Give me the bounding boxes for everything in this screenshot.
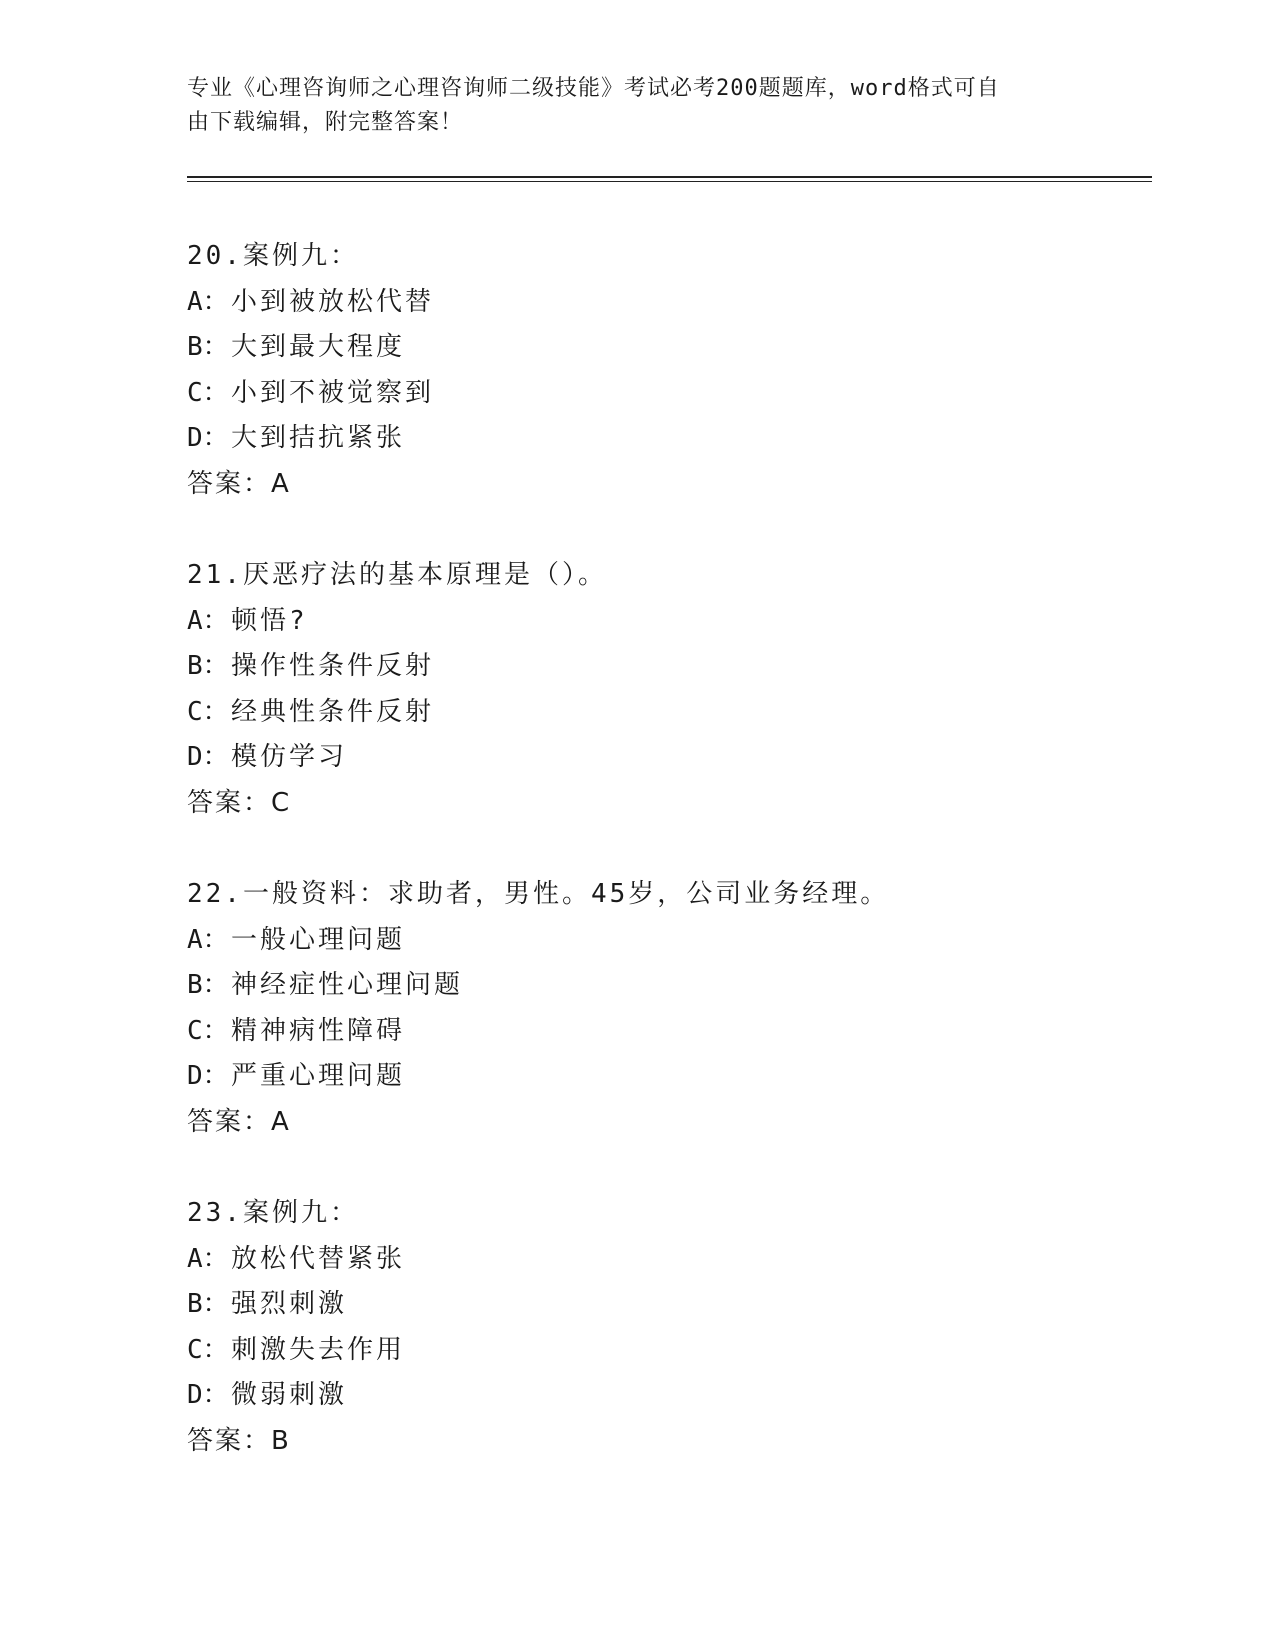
question-stem: 20.案例九： [187, 241, 359, 271]
option-c [187, 1009, 1147, 1055]
option-letter: D： [187, 742, 229, 772]
option-b [187, 644, 1147, 690]
question-stem: 22.一般资料：求助者，男性。45岁，公司业务经理。 [187, 879, 890, 909]
option-c [187, 690, 1147, 736]
option-text: 经典性条件反射 [231, 696, 435, 727]
option-letter: C： [187, 1015, 229, 1046]
document-header [187, 72, 1067, 140]
option-b [187, 1282, 1147, 1328]
option-letter: A： [187, 605, 229, 636]
option-text: 大到最大程度 [231, 332, 406, 362]
question-stem: 23.案例九： [187, 1198, 359, 1228]
option-letter: B： [187, 651, 229, 681]
question-21 [187, 553, 1147, 826]
answer-line: 答案：B [187, 1425, 291, 1456]
question-22 [187, 872, 1147, 1145]
option-letter: C： [187, 377, 229, 408]
option-text: 一般心理问题 [231, 924, 406, 955]
option-text: 大到拮抗紧张 [231, 423, 406, 453]
option-text: 神经症性心理问题 [231, 970, 464, 1000]
option-d [187, 1373, 1147, 1419]
option-a [187, 599, 1147, 645]
option-letter: B： [187, 332, 229, 362]
option-letter: A： [187, 1243, 229, 1274]
option-text: 小到不被觉察到 [231, 377, 435, 408]
question-20 [187, 234, 1147, 507]
answer-line: 答案：A [187, 1106, 291, 1137]
option-letter: D： [187, 1061, 229, 1091]
option-letter: A： [187, 924, 229, 955]
option-b [187, 325, 1147, 371]
option-letter: C： [187, 1334, 229, 1365]
header-divider-thick [187, 176, 1152, 178]
option-c [187, 371, 1147, 417]
option-text: 操作性条件反射 [231, 651, 435, 681]
option-text: 小到被放松代替 [231, 286, 435, 317]
header-line-1: 专业《心理咨询师之心理咨询师二级技能》考试必考200题题库，word格式可自 [187, 76, 1000, 101]
option-d [187, 416, 1147, 462]
option-text: 严重心理问题 [231, 1061, 406, 1091]
option-text: 精神病性障碍 [231, 1015, 406, 1046]
option-c [187, 1328, 1147, 1374]
option-letter: A： [187, 286, 229, 317]
option-letter: B： [187, 970, 229, 1000]
option-text: 微弱刺激 [231, 1380, 348, 1410]
option-text: 顿悟? [231, 605, 308, 636]
option-letter: D： [187, 423, 229, 453]
option-text: 放松代替紧张 [231, 1243, 406, 1274]
option-letter: B： [187, 1289, 229, 1319]
answer-line: 答案：C [187, 787, 292, 818]
option-a [187, 1237, 1147, 1283]
option-text: 刺激失去作用 [231, 1334, 406, 1365]
header-line-2: 由下载编辑，附完整答案！ [187, 110, 464, 135]
question-list [187, 234, 1147, 1510]
option-d [187, 735, 1147, 781]
question-23 [187, 1191, 1147, 1464]
option-d [187, 1054, 1147, 1100]
header-divider-thin [187, 181, 1152, 182]
question-stem: 21.厌恶疗法的基本原理是（）。 [187, 560, 607, 590]
option-text: 强烈刺激 [231, 1289, 348, 1319]
option-b [187, 963, 1147, 1009]
answer-line: 答案：A [187, 468, 291, 499]
option-letter: C： [187, 696, 229, 727]
option-a [187, 918, 1147, 964]
option-text: 模仿学习 [231, 742, 348, 772]
option-a [187, 280, 1147, 326]
option-letter: D： [187, 1380, 229, 1410]
